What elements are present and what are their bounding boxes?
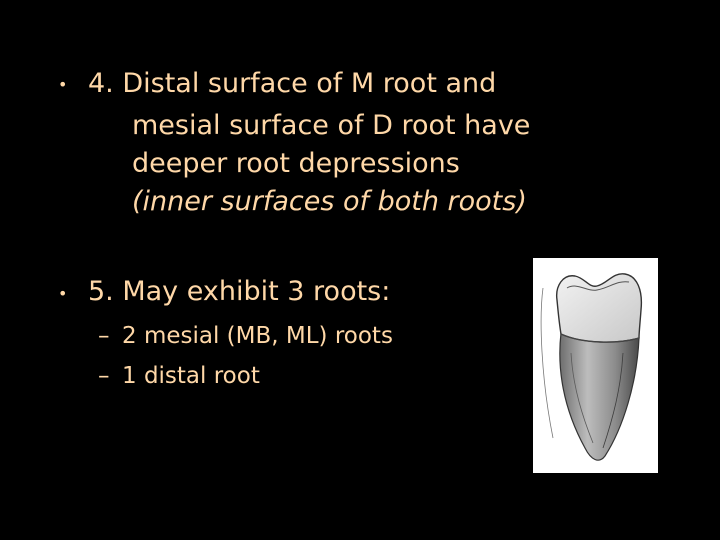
bullet-2-line-1: 5. May exhibit 3 roots: [88,276,391,307]
tooth-icon [533,258,658,473]
subitem-dash: – [98,323,110,349]
bullet-1-line-2: mesial surface of D root have [132,110,531,141]
tooth-illustration [533,258,658,473]
bullet-marker: • [58,284,68,303]
bullet-1-line-3: deeper root depressions [132,148,460,179]
bullet-1-line-4: (inner surfaces of both roots) [132,186,527,217]
subitem-dash: – [98,363,110,389]
subitem-2: 1 distal root [122,363,260,389]
bullet-1-line-1: 4. Distal surface of M root and [88,68,497,99]
subitem-1: 2 mesial (MB, ML) roots [122,323,393,349]
bullet-marker: • [58,75,68,94]
